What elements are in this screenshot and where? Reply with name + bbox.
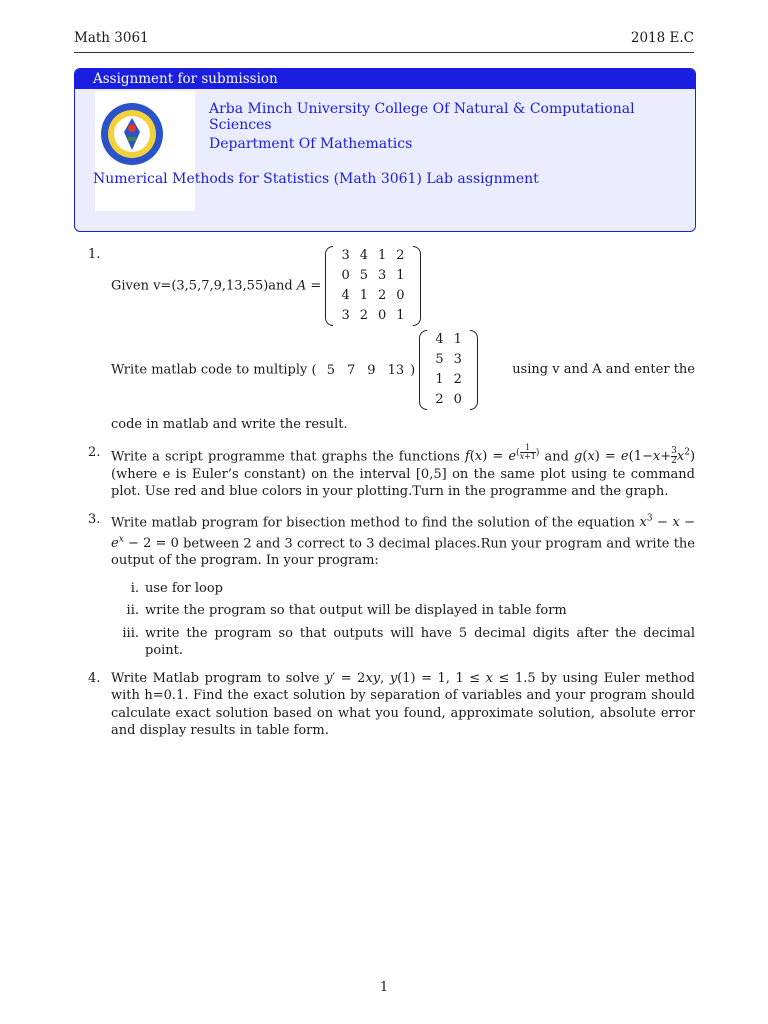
question-number: 2.: [88, 444, 101, 460]
q4-text-b: by using Euler method with h=0.1. Find the exact solution by separation of variables and your program should calculate exact solution based on what you found, approximate solution, absolute error and display results in table form.: [111, 670, 695, 739]
course-title: Numerical Methods for Statistics (Math 3061) Lab assignment: [93, 171, 539, 187]
question-4: [88, 670, 695, 740]
ode: y′ = 2xy, y(1) = 1, 1 ≤ x ≤ 1.5: [324, 670, 536, 686]
q4-text-a: Write Matlab program to solve: [111, 670, 320, 686]
q2-text-c: (where e is Euler’s constant) on the interval [0,5] on the same plot using te command plot. Use red and blue colors in your plotting.Turn in the programme and the graph.: [111, 466, 695, 500]
question-2: [88, 444, 695, 501]
q1-text-a: Given v=(3,5,7,9,13,55)and: [111, 278, 297, 294]
list-item: i. use for loop: [130, 580, 223, 596]
q3-text-a: Write matlab program for bisection method to find the solution of the equation: [111, 515, 636, 531]
formula-f: $f(x) = e^{( \frac{1}{x+1} )}$: [464, 442, 540, 464]
q1-text-d: code in matlab and write the result.: [111, 417, 348, 432]
university-name: Arba Minch University College Of Natural & Computational Sciences: [209, 101, 635, 133]
q2-text-b: and: [544, 448, 569, 464]
formula-g: g(x) = e(1−x+ $\frac{3}{2}$ $x^2$): [574, 445, 696, 466]
question-3: [88, 511, 695, 660]
q1-text-b: Write matlab code to multiply: [111, 362, 308, 378]
row-vector: ( 5 7 9 13 ): [311, 362, 416, 378]
q1-line-1: Given v=(3,5,7,9,13,55)and A = 3 4 1 2 0 5 3 1 4 1 2 0 3 2 0 1: [111, 246, 695, 326]
header-year: 2018 E.C: [630, 30, 694, 46]
question-number: 4.: [88, 670, 101, 686]
q2-text-a: Write a script programme that graphs the functions: [111, 448, 460, 464]
q3-subitems: [111, 580, 695, 660]
question-1: [88, 246, 695, 434]
q3-text-b: between 2 and 3 correct to 3 decimal places.Run your program and write the output of the program. In your program:: [111, 535, 695, 569]
q1-line-2: [111, 330, 695, 410]
list-item: ii. write the program so that output will be displayed in table form: [126, 603, 567, 619]
assignment-box: [74, 68, 696, 232]
matrix-a: 3 4 1 2 0 5 3 1 4 1 2 0 3 2 0 1: [325, 246, 420, 326]
logo-area: [95, 91, 195, 211]
question-number: 3.: [88, 511, 101, 527]
matrix-b: 4 1 5 3 1 2 2 0: [419, 330, 478, 410]
list-item: iii. write the program so that outputs will have 5 decimal digits after the decimal point.: [122, 625, 695, 659]
header-rule: [74, 52, 694, 53]
equation: $x^3 - x - e^x - 2 = 0$: [111, 513, 695, 551]
q1-text-c: using v and A and enter the: [512, 362, 695, 378]
department-name: Department Of Mathematics: [209, 136, 413, 152]
assignment-box-title: Assignment for submission: [75, 69, 695, 89]
question-number: 1.: [88, 247, 101, 262]
question-list: [88, 246, 695, 750]
university-seal-icon: [99, 101, 165, 167]
page-number: 1: [379, 980, 389, 995]
header-course: Math 3061: [74, 30, 149, 46]
